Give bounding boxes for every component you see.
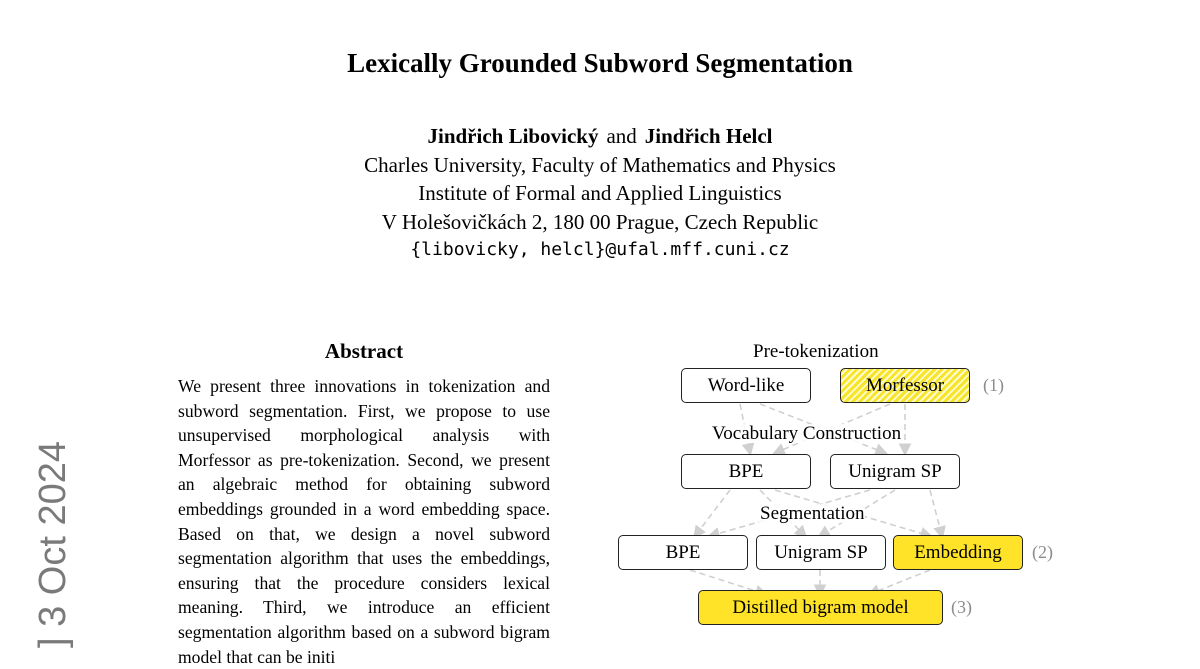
- box-morfessor-text: Morfessor: [865, 374, 945, 396]
- affiliation-line-2: Institute of Formal and Applied Linguistics: [418, 181, 782, 205]
- affiliation-line-1: Charles University, Faculty of Mathematics and Physics: [364, 152, 836, 177]
- author-joiner: and: [606, 124, 637, 148]
- abstract-heading: Abstract: [324, 339, 404, 363]
- author-2: Jindřich Helcl: [644, 124, 773, 148]
- stage-label-segmentation: Segmentation: [760, 503, 865, 524]
- box-morfessor: [840, 368, 970, 403]
- box-distilled-bigram-text: Distilled bigram model: [732, 596, 909, 618]
- box-seg-embedding: [893, 535, 1023, 570]
- author-email: {libovicky, helcl}@ufal.mff.cuni.cz: [410, 239, 790, 260]
- arrow-bpe-seg-bpe: [695, 490, 730, 536]
- marker-3: (3): [951, 597, 972, 617]
- box-seg-bpe: [618, 535, 748, 570]
- box-vocab-unigram: [830, 454, 960, 489]
- pipeline-figure: [600, 330, 1080, 648]
- box-seg-bpe-text: BPE: [665, 541, 701, 563]
- paper-title: Lexically Grounded Subword Segmentation: [347, 48, 853, 78]
- box-distilled-bigram: [698, 590, 943, 625]
- author-1: Jindřich Libovický: [427, 124, 599, 148]
- box-vocab-bpe: [681, 454, 811, 489]
- author-names: [0, 122, 1200, 151]
- author-block: [0, 122, 1200, 265]
- arxiv-side-stamp: ] 3 Oct 2024: [32, 440, 74, 648]
- box-word-like: [681, 368, 811, 403]
- abstract-body: We present three innovations in tokenization and subword segmentation. First, we propose to use unsupervised morphological analysis with Morfessor as pre-tokenization. Second, we present an algebraic method for obtaining subword embeddings grounded in a word embedding space. Based on that, we design a novel subword segmentation algorithm that uses the embeddings, ensuring that the procedure considers lexical meaning. Third, we introduce an efficient segmentation algorithm based on a subword bigram model that can be initi: [178, 376, 550, 667]
- box-vocab-bpe-text: BPE: [728, 460, 764, 482]
- stage-label-vocabulary: Vocabulary Construction: [712, 423, 902, 444]
- marker-2: (2): [1032, 542, 1053, 562]
- box-seg-unigram: [756, 535, 886, 570]
- arrow-unigram-seg-embedding: [930, 490, 942, 536]
- box-word-like-text: Word-like: [707, 374, 785, 396]
- box-seg-embedding-text: Embedding: [914, 541, 1002, 563]
- box-seg-unigram-text: Unigram SP: [774, 541, 868, 563]
- marker-1: (1): [983, 375, 1004, 395]
- stage-label-pretokenization: Pre-tokenization: [753, 341, 879, 362]
- box-vocab-unigram-text: Unigram SP: [848, 460, 942, 482]
- affiliation-line-3: V Holešovičkách 2, 180 00 Prague, Czech Republic: [381, 209, 819, 234]
